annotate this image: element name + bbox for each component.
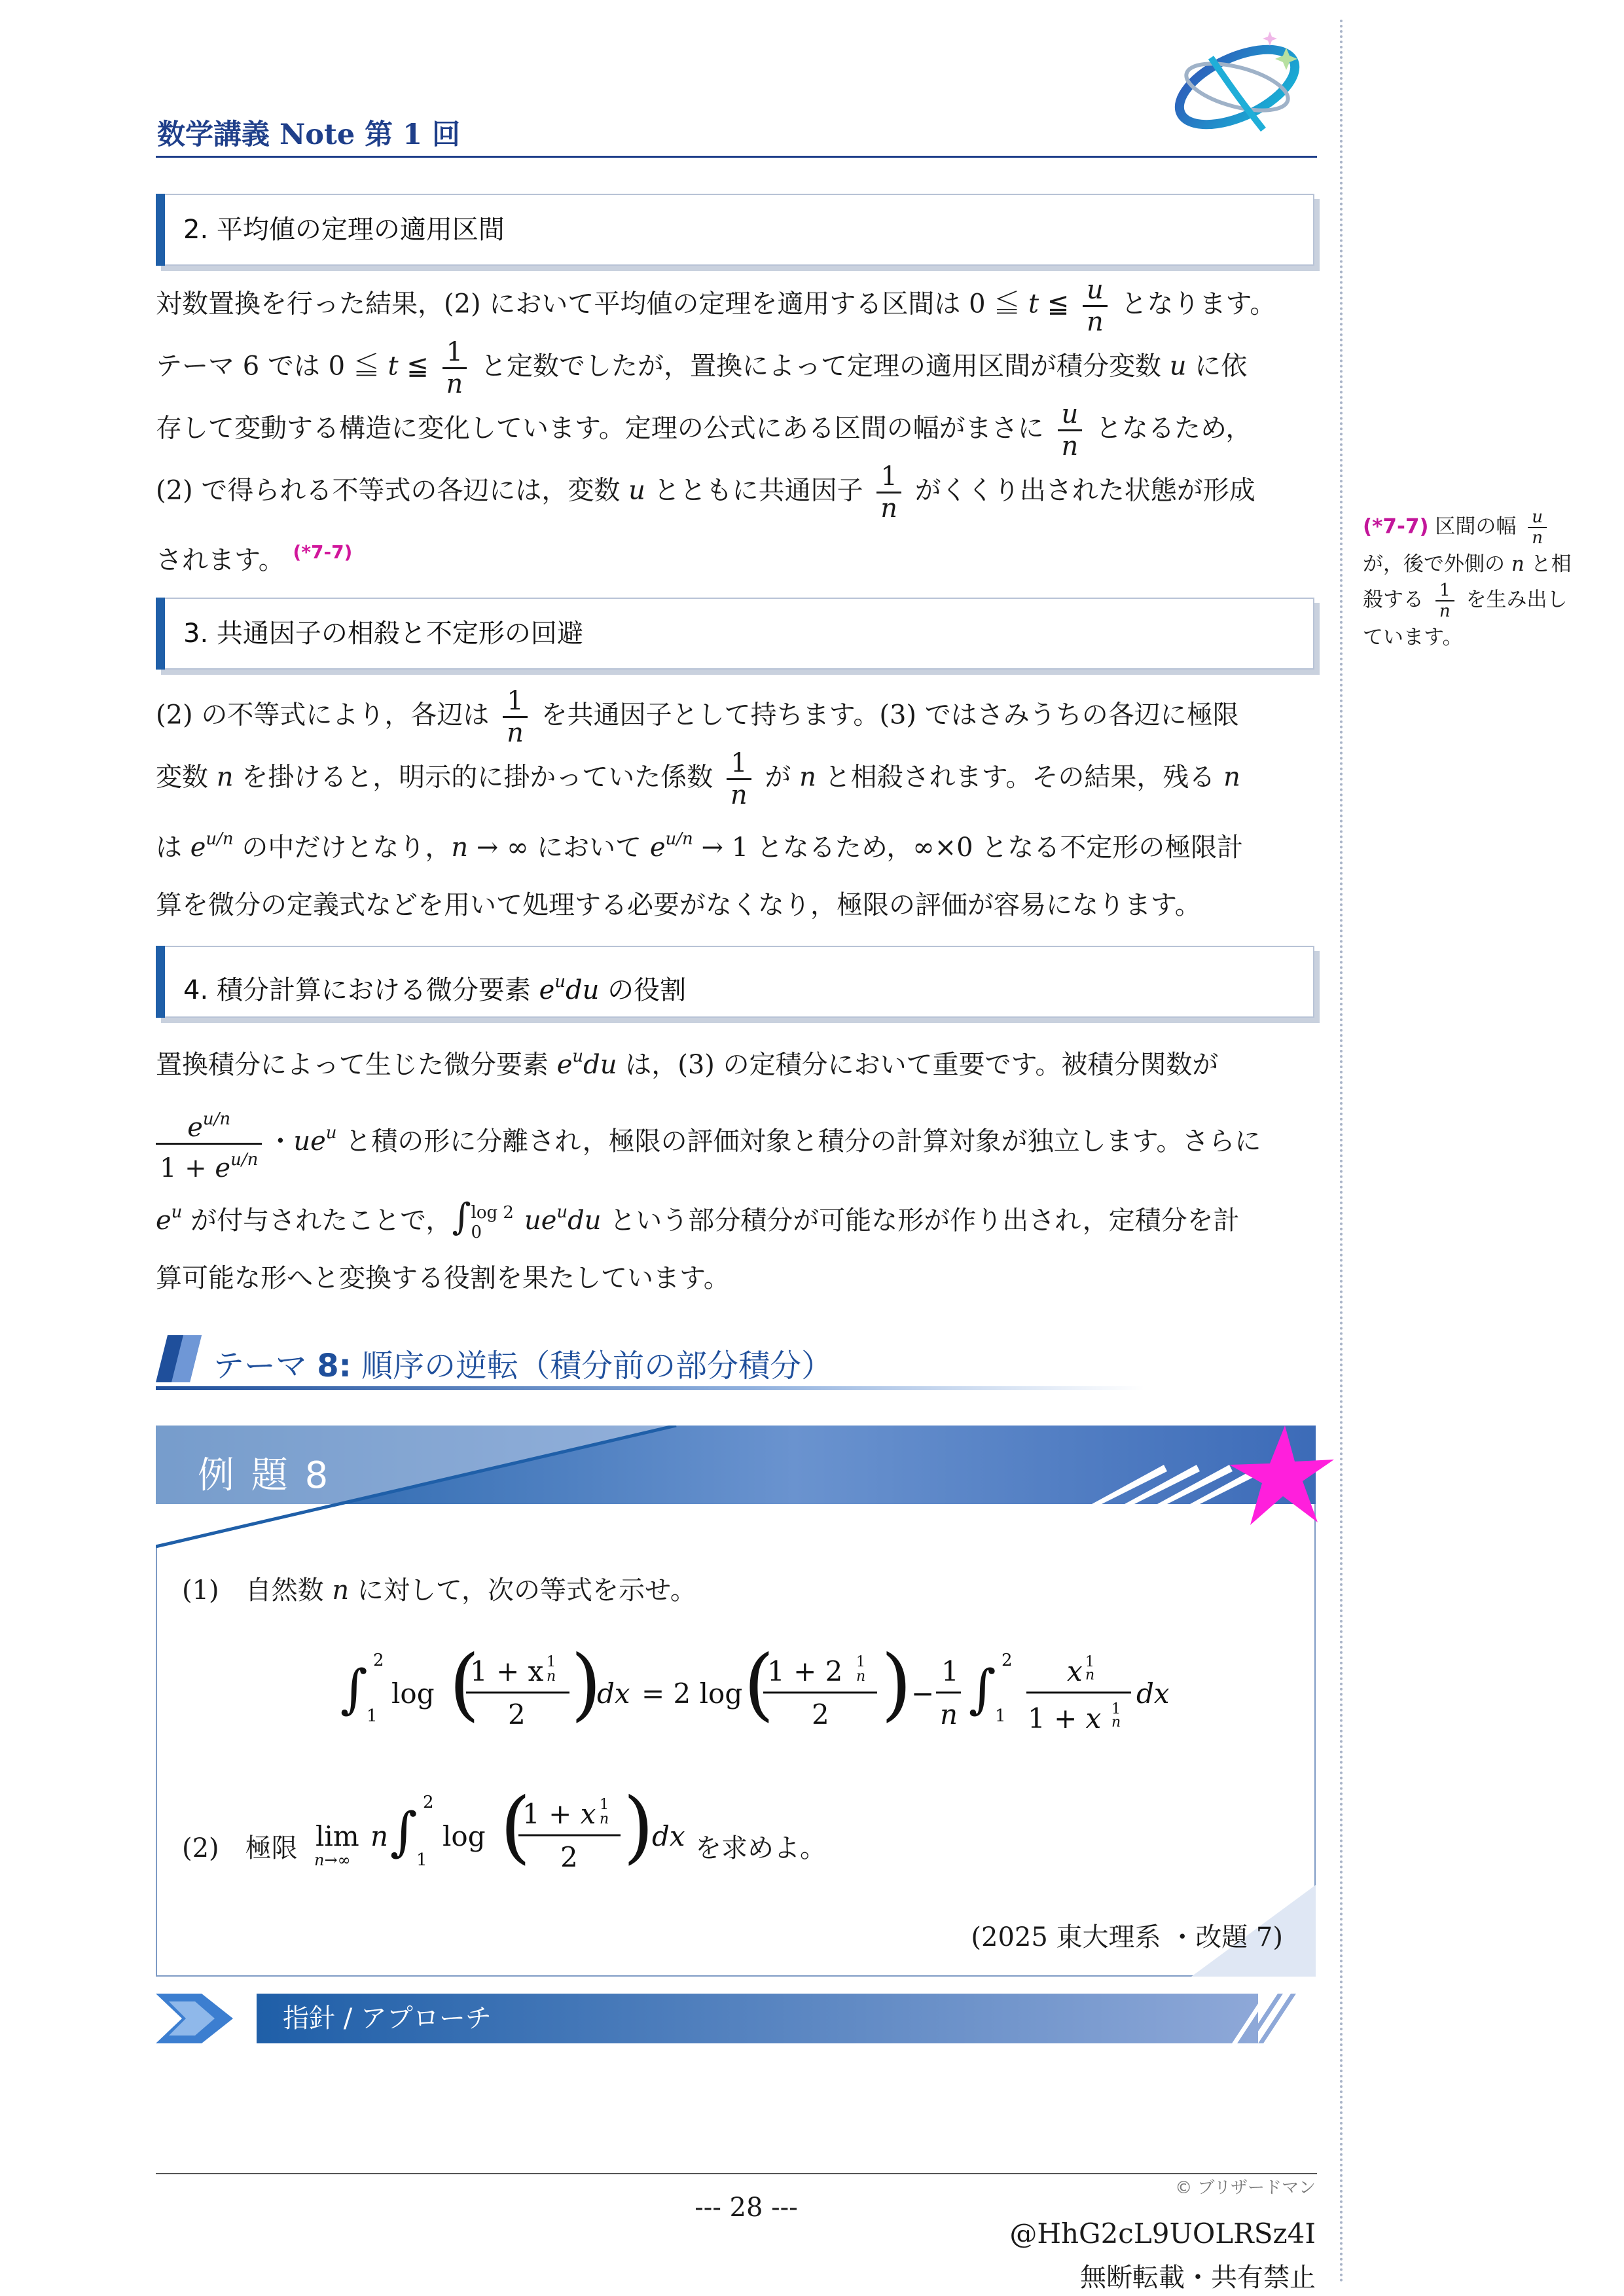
section-3-heading: 3. 共通因子の相殺と不定形の回避	[183, 619, 583, 649]
svg-text:): )	[623, 1782, 654, 1873]
svg-text:n: n	[1085, 1667, 1095, 1683]
svg-text:n: n	[940, 1698, 958, 1731]
svg-text:x: x	[1067, 1655, 1083, 1687]
text-line: テーマ 6 では 0 ≦ t ≦ $\frac{1}{n}$ と定数でしたが，置換によって定理の適用区間が積分変数 u に依	[156, 337, 1248, 399]
text-line: は $e^{u/n}$ の中だけとなり，n → ∞ において $e^{u/n} \to 1$ となるため，∞×0 となる不定形の極限計	[156, 829, 1244, 863]
fraction-1-over-n: $\frac{1}{n}$	[442, 337, 467, 399]
svg-text:∫: ∫	[340, 1659, 368, 1719]
theme-marker-icon	[156, 1335, 202, 1382]
fraction-exp-over-one-plus-exp: $\frac{e^{u/n}}{1 + e^{u/n}}$	[156, 1104, 262, 1183]
svg-text:1: 1	[416, 1850, 427, 1870]
header-rule	[156, 156, 1317, 158]
margin-divider	[1340, 20, 1343, 2284]
svg-text:∫: ∫	[969, 1659, 996, 1719]
text-line: 変数 n を掛けると，明示的に掛かっていた係数 $\frac{1}{n}$ が n と相殺されます。その結果，残る n	[156, 748, 1240, 810]
svg-text:= 2 log: = 2 log	[641, 1677, 743, 1710]
no-repost-notice: 無断転載・共有禁止	[1080, 2263, 1316, 2293]
section-accent-bar	[156, 946, 165, 1018]
question-2-tail: を求めよ。	[695, 1833, 826, 1863]
integral-sign: ∫	[452, 1195, 471, 1238]
svg-text:dx: dx	[1136, 1677, 1170, 1710]
text-line: されます。 $^{(*7-7)}$	[156, 541, 353, 575]
fraction-1-over-n: $\frac{1}{n}$	[876, 461, 901, 524]
svg-text:1 + x: 1 + x	[470, 1655, 544, 1687]
fraction-u-over-n: $\frac{u}{n}$	[1058, 399, 1083, 461]
example-header-banner	[156, 1426, 1334, 1550]
text-line: 対数置換を行った結果，(2) において平均値の定理を適用する区間は 0 ≦ t ≦ $\frac{u}{n}$ となります。	[156, 275, 1276, 337]
svg-text:1: 1	[941, 1655, 959, 1687]
svg-text:n: n	[856, 1668, 866, 1685]
equation-1	[327, 1630, 1270, 1754]
svg-text:2: 2	[373, 1651, 384, 1670]
theme-heading: テーマ 8: 順序の逆転（積分前の部分積分）	[213, 1348, 833, 1384]
svg-text:(: (	[500, 1782, 531, 1873]
orbit-logo-icon	[1165, 18, 1316, 143]
text-line: 存して変動する構造に変化しています。定理の公式にある区間の幅がまさに $\frac{u}{n}$ となるため，	[156, 399, 1252, 461]
text-line: (2) で得られる不等式の各辺には，変数 u とともに共通因子 $\frac{1}{n}$ がくくり出された状態が形成	[156, 461, 1255, 524]
margin-note: (*7-7) 区間の幅 $\frac{u}{n}$ が，後で外側の n と相 殺する $\frac{1}{n}$ を生み出し ています。	[1363, 507, 1572, 649]
svg-text:): )	[571, 1639, 602, 1730]
problem-source: (2025 東大理系 ・改題 7)	[971, 1922, 1283, 1952]
svg-text:1: 1	[367, 1706, 378, 1726]
approach-heading: 指針 / アプローチ	[283, 2003, 492, 2034]
text-line: 算を微分の定義式などを用いて処理する必要がなくなり，極限の評価が容易になります。	[156, 890, 1201, 920]
svg-text:2: 2	[812, 1698, 829, 1731]
svg-text:): )	[881, 1639, 912, 1730]
fraction-u-over-n: $\frac{u}{n}$	[1083, 275, 1108, 337]
svg-text:n: n	[600, 1811, 609, 1827]
section-accent-bar	[156, 194, 165, 266]
text-line: 置換積分によって生じた微分要素 $e^udu$ は，(3) の定積分において重要です。被積分関数が	[156, 1047, 1219, 1080]
svg-text:n: n	[547, 1668, 556, 1685]
svg-text:1: 1	[600, 1797, 609, 1813]
page-header-title: 数学講義 Note 第 1 回	[157, 118, 461, 151]
fraction-1-over-n: $\frac{1}{n}$	[727, 748, 751, 810]
svg-text:−: −	[911, 1677, 935, 1710]
svg-text:(: (	[449, 1639, 480, 1730]
svg-text:1 + x: 1 + x	[1028, 1702, 1102, 1734]
theme-underline	[156, 1386, 1144, 1390]
svg-text:n: n	[370, 1820, 389, 1852]
svg-text:1: 1	[856, 1654, 865, 1670]
svg-text:1: 1	[995, 1706, 1006, 1726]
section-4-heading: 4. 積分計算における微分要素 $e^udu$ の役割	[183, 972, 687, 1005]
svg-text:2: 2	[423, 1793, 434, 1812]
text-line: 算可能な形へと変換する役割を果たしています。	[156, 1263, 730, 1293]
section-2-heading-box	[156, 194, 1314, 266]
approach-arrow-icon	[156, 1992, 234, 2045]
text-line: $\frac{e^{u/n}}{1 + e^{u/n}}$ ・$ue^u$ と積の形に分離され，極限の評価対象と積分の計算対象が独立します。さらに	[156, 1094, 1316, 1183]
svg-text:∫: ∫	[390, 1801, 418, 1862]
svg-text:log: log	[442, 1820, 486, 1852]
watermark-id: @HhG2cL9UOLRSz4I	[1009, 2217, 1316, 2250]
svg-text:2: 2	[1001, 1651, 1013, 1670]
svg-text:n: n	[1111, 1714, 1121, 1731]
svg-text:dx: dx	[597, 1677, 630, 1710]
section-4-body	[156, 1028, 1316, 1307]
svg-text:(: (	[744, 1639, 774, 1730]
question-2-text: (2) 極限	[182, 1833, 298, 1863]
svg-text:2: 2	[508, 1698, 526, 1731]
svg-text:log: log	[391, 1677, 435, 1710]
example-title: 例 題 8	[198, 1454, 331, 1497]
svg-text:1: 1	[547, 1654, 556, 1670]
page-number: --- 28 ---	[695, 2193, 798, 2223]
section-3-body	[156, 686, 1316, 934]
svg-text:1 + 2: 1 + 2	[767, 1655, 843, 1687]
svg-text:lim: lim	[316, 1820, 359, 1852]
svg-text:dx: dx	[652, 1820, 685, 1852]
svg-text:n→∞: n→∞	[314, 1851, 351, 1869]
svg-text:2: 2	[560, 1841, 578, 1873]
question-1-text: (1) 自然数 n に対して，次の等式を示せ。	[182, 1575, 696, 1605]
fraction-1-over-n: $\frac{1}{n}$	[503, 686, 528, 748]
text-line: (2) の不等式により，各辺は $\frac{1}{n}$ を共通因子として持ちます。(3) ではさみうちの各辺に極限	[156, 686, 1239, 748]
svg-text:1: 1	[1111, 1701, 1121, 1717]
svg-text:1: 1	[1085, 1654, 1094, 1670]
footnote-ref[interactable]: (*7-7)	[293, 541, 353, 563]
text-line: $e^u$ が付与されたことで，∫ log 2 0 $ue^udu$ という部分積分が可能な形が作り出され，定積分を計	[156, 1195, 1240, 1242]
section-4-heading-box	[156, 946, 1314, 1018]
section-2-body	[156, 275, 1316, 589]
svg-text:1 + x: 1 + x	[522, 1798, 596, 1830]
section-3-heading-box	[156, 598, 1314, 670]
copyright: © ブリザードマン	[1175, 2178, 1316, 2198]
section-2-heading: 2. 平均値の定理の適用区間	[183, 215, 505, 245]
section-accent-bar	[156, 598, 165, 670]
